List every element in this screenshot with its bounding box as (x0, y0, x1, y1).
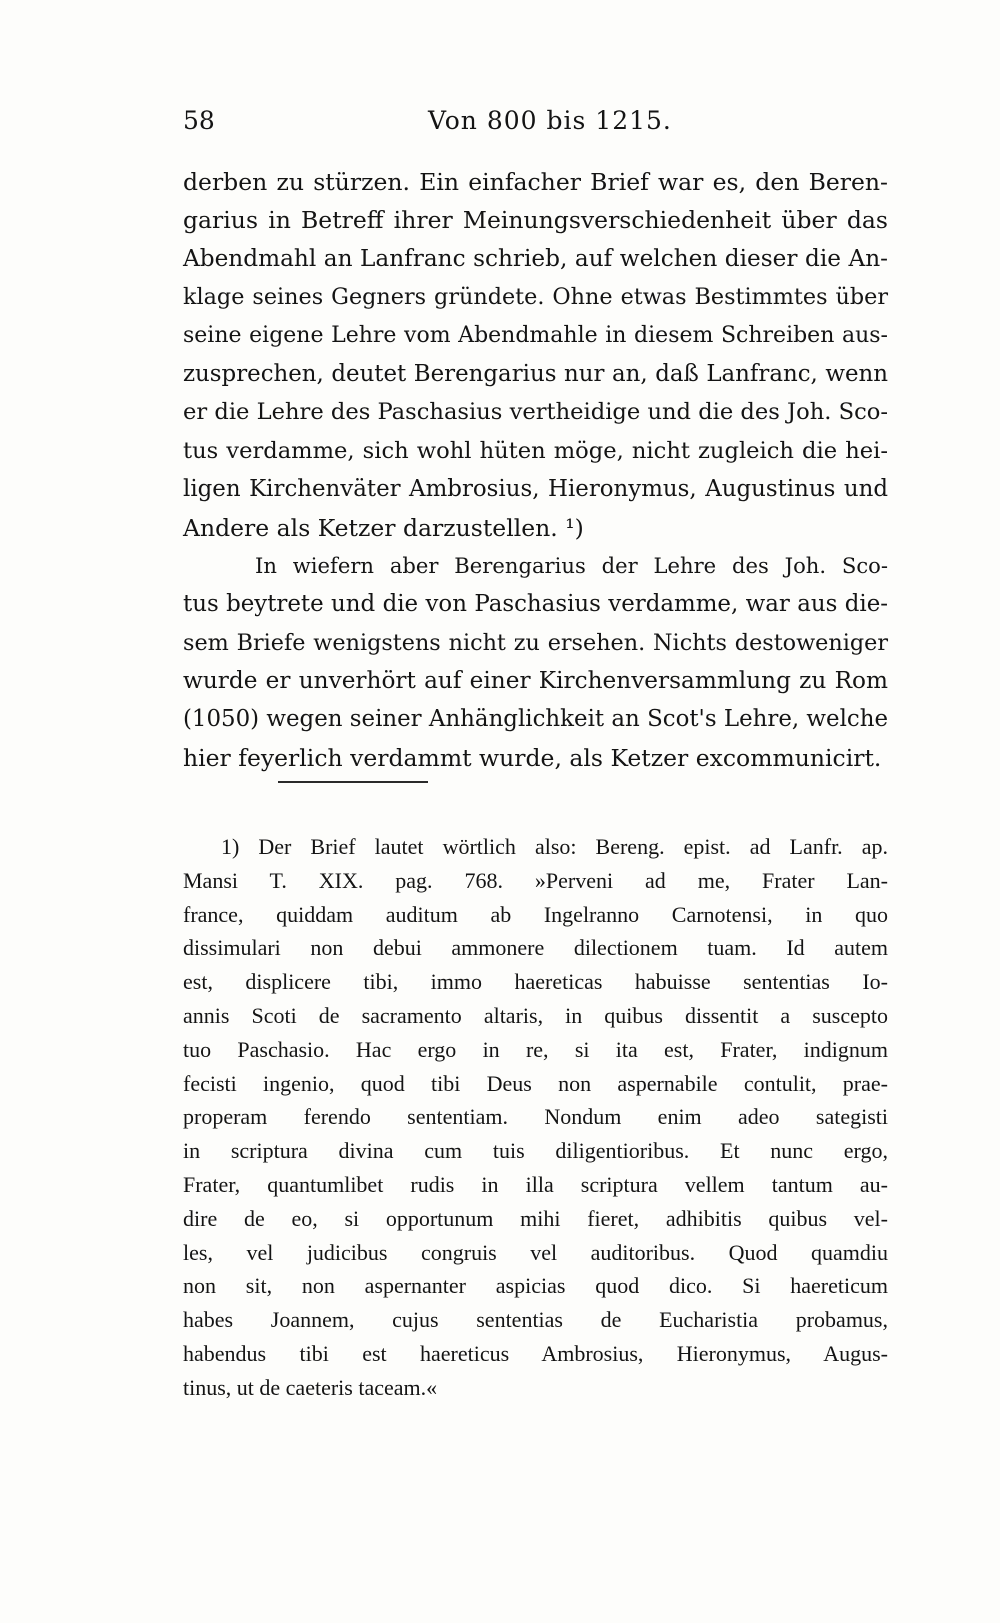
paragraph-1 (183, 163, 888, 547)
text-line: garius in Betreff ihrer Meinungsverschiedenheit über das (183, 206, 888, 235)
footnote-line: france, quiddam auditum ab Ingelranno Carnotensi, in quo (183, 901, 888, 927)
footnote-line: dire de eo, si opportunum mihi fieret, adhibitis quibus vel- (183, 1205, 888, 1231)
footnote-line: tuo Paschasio. Hac ergo in re, si ita est, Frater, indignum (183, 1036, 888, 1062)
footnote-line: dissimulari non debui ammonere dilectionem tuam. Id autem (183, 935, 888, 961)
footnote-line: est, displicere tibi, immo haereticas habuisse sententias Io- (183, 969, 888, 995)
footnote-line: in scriptura divina cum tuis diligentioribus. Et nunc ergo, (183, 1138, 888, 1164)
page-header (183, 100, 883, 140)
text-line: (1050) wegen seiner Anhänglichkeit an Scot's Lehre, welche (183, 706, 888, 733)
footnote-line: les, vel judicibus congruis vel auditoribus. Quod quamdiu (183, 1239, 888, 1265)
paragraph-2 (183, 547, 888, 777)
text-line: In wiefern aber Berengarius der Lehre des Joh. Sco- (255, 552, 888, 578)
text-line: seine eigene Lehre vom Abendmahle in diesem Schreiben aus- (183, 322, 888, 348)
footnote-line: fecisti ingenio, quod tibi Deus non aspernabile contulit, prae- (183, 1070, 888, 1096)
text-line: wurde er unverhört auf einer Kirchenversammlung zu Rom (183, 667, 888, 695)
footnote-line: 1) Der Brief lautet wörtlich also: Bereng. epist. ad Lanfr. ap. (221, 834, 888, 859)
footnote-line: habendus tibi est haereticus Ambrosius, Hieronymus, Augus- (183, 1340, 888, 1366)
running-head: Von 800 bis 1215. (428, 106, 672, 135)
footnote-line: properam ferendo sententiam. Nondum enim adeo sategisti (183, 1104, 888, 1130)
text-line: sem Briefe wenigstens nicht zu ersehen. Nichts destoweniger (183, 629, 888, 656)
footnote-line: Mansi T. XIX. pag. 768. »Perveni ad me, Frater Lan- (183, 867, 888, 893)
text-line: derben zu stürzen. Ein einfacher Brief war es, den Beren- (183, 168, 888, 196)
text-line: zusprechen, deutet Berengarius nur an, daß Lanfranc, wenn (183, 360, 888, 387)
text-line: ligen Kirchenväter Ambrosius, Hieronymus, Augustinus und (183, 476, 888, 503)
main-text (183, 163, 888, 777)
text-line: tus verdamme, sich wohl hüten möge, nicht zugleich die hei- (183, 437, 888, 464)
text-line: klage seines Gegners gründete. Ohne etwas Bestimmtes über (183, 284, 888, 311)
footnote-line: habes Joannem, cujus sententias de Eucharistia probamus, (183, 1307, 888, 1333)
footnote-line: non sit, non aspernanter aspicias quod dico. Si haereticum (183, 1273, 888, 1299)
text-line: hier feyerlich verdammt wurde, als Ketzer excommunicirt. (183, 743, 882, 772)
footnote-line: Frater, quantumlibet rudis in illa scriptura vellem tantum au- (183, 1171, 888, 1197)
text-line: tus beytrete und die von Paschasius verdamme, war aus die- (183, 591, 888, 618)
footnote-separator (278, 781, 428, 783)
text-line: Abendmahl an Lanfranc schrieb, auf welchen dieser die An- (183, 244, 888, 272)
footnote-line: annis Scoti de sacramento altaris, in quibus dissentit a suscepto (183, 1002, 888, 1028)
page-number: 58 (183, 106, 215, 135)
text-line: Andere als Ketzer darzustellen. ¹) (183, 513, 584, 542)
footnote-line: tinus, ut de caeteris taceam.« (183, 1374, 438, 1400)
text-line: er die Lehre des Paschasius vertheidige und die des Joh. Sco- (183, 399, 888, 426)
footnote (183, 830, 888, 1405)
